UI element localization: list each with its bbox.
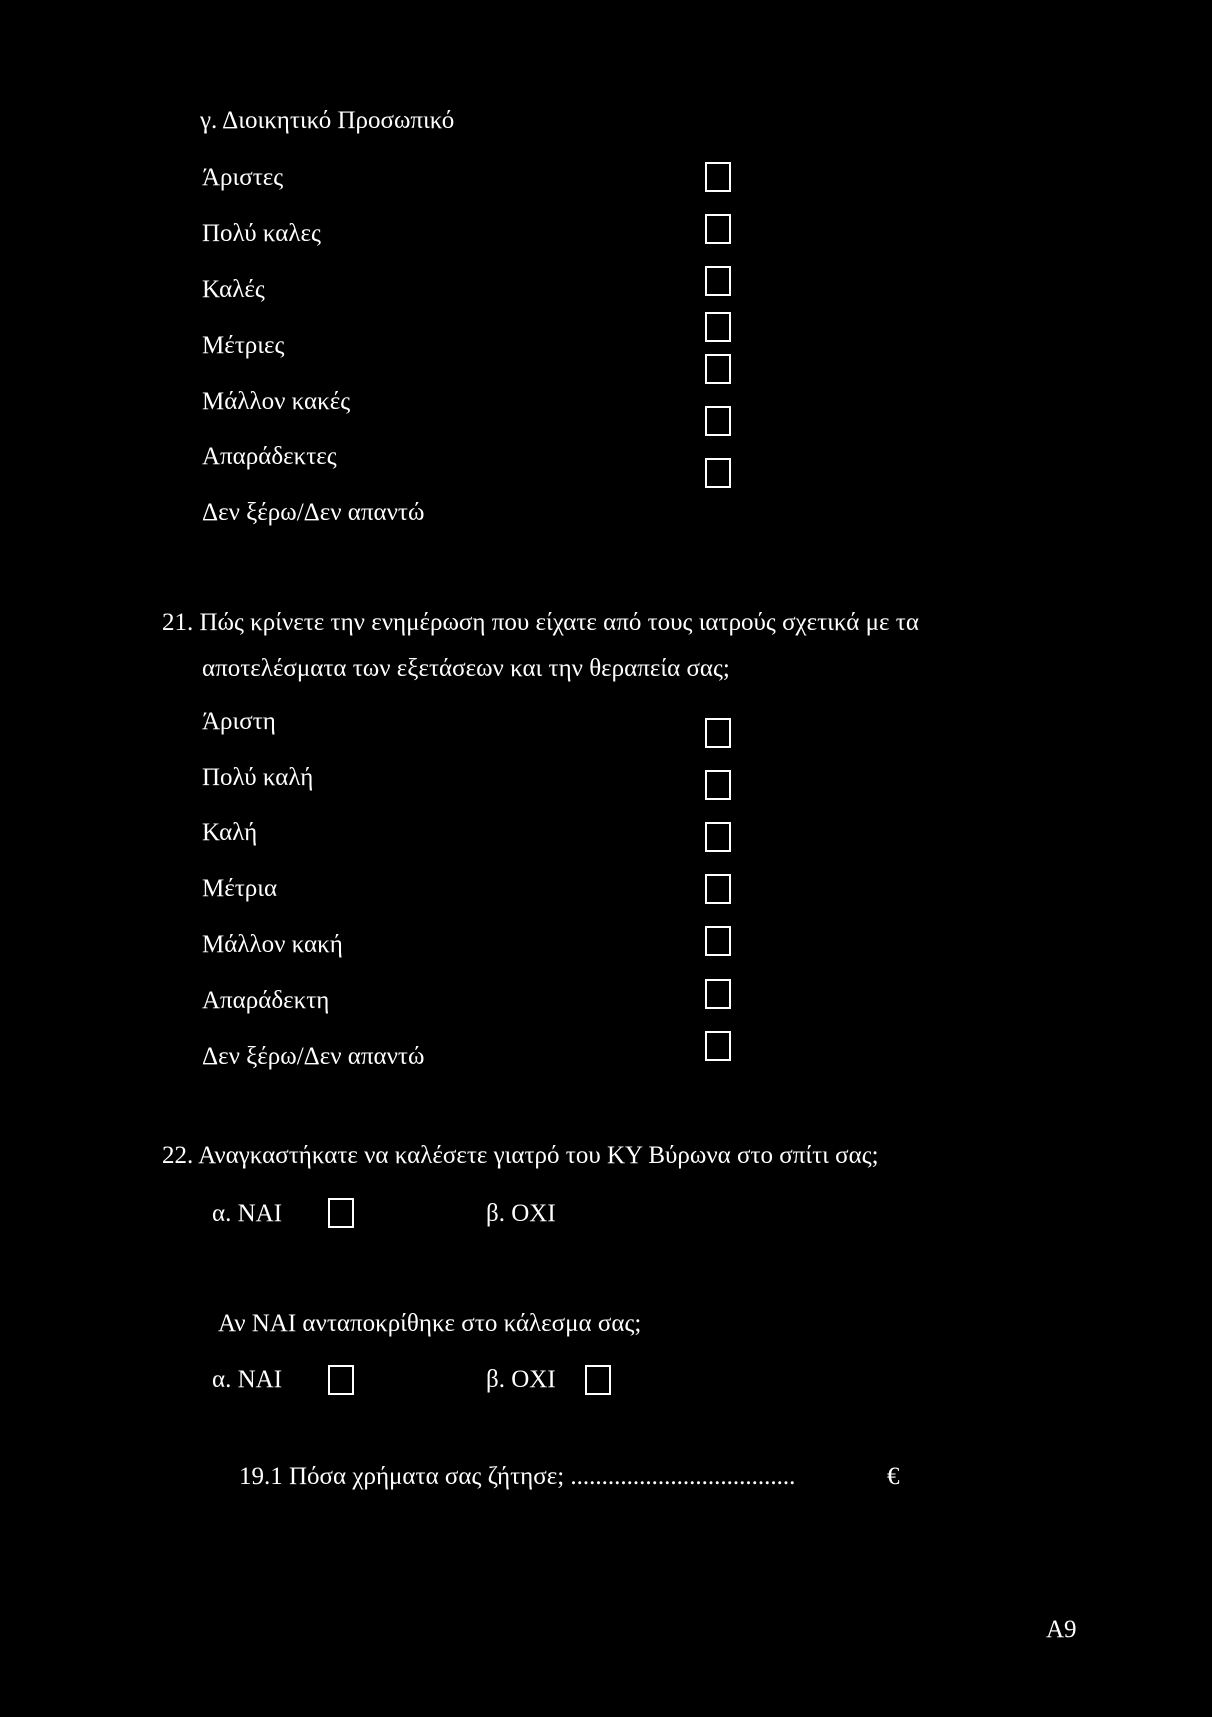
section-g-option-5: Μάλλον κακές xyxy=(202,388,351,415)
q22-yes-checkbox[interactable] xyxy=(328,1198,354,1228)
q21-checkbox-4[interactable] xyxy=(705,874,731,904)
q22-followup-no-label: β. ΟΧΙ xyxy=(486,1366,556,1393)
q21-question-line2: αποτελέσματα των εξετάσεων και την θεραπεία σας; xyxy=(202,655,730,682)
q19-1-question: 19.1 Πόσα χρήματα σας ζήτησε; .................................... xyxy=(239,1463,796,1490)
section-g-option-7: Δεν ξέρω/Δεν απαντώ xyxy=(202,499,425,526)
q21-checkbox-7[interactable] xyxy=(705,1031,731,1061)
section-g-option-1: Άριστες xyxy=(202,164,284,191)
q22-followup-question: Αν ΝΑΙ ανταποκρίθηκε στο κάλεσμα σας; xyxy=(218,1310,642,1337)
section-g-checkbox-4[interactable] xyxy=(705,312,731,342)
q22-followup-no-checkbox[interactable] xyxy=(585,1365,611,1395)
q22-followup-yes-checkbox[interactable] xyxy=(328,1365,354,1395)
q21-checkbox-2[interactable] xyxy=(705,770,731,800)
section-g-checkbox-1[interactable] xyxy=(705,162,731,192)
q21-checkbox-6[interactable] xyxy=(705,979,731,1009)
q21-option-3: Καλή xyxy=(202,819,258,846)
q21-option-7: Δεν ξέρω/Δεν απαντώ xyxy=(202,1043,425,1070)
currency-symbol: € xyxy=(887,1463,900,1490)
section-g-checkbox-5[interactable] xyxy=(705,354,731,384)
q21-checkbox-3[interactable] xyxy=(705,822,731,852)
section-g-option-6: Απαράδεκτες xyxy=(202,443,337,470)
amount-input[interactable] xyxy=(577,1462,877,1492)
section-g-checkbox-2[interactable] xyxy=(705,214,731,244)
page-number: Α9 xyxy=(1046,1616,1077,1643)
q21-question-line1: 21. Πώς κρίνετε την ενημέρωση που είχατε από τους ιατρούς σχετικά με τα xyxy=(162,609,919,636)
q21-checkbox-5[interactable] xyxy=(705,926,731,956)
q21-option-6: Απαράδεκτη xyxy=(202,987,330,1014)
q22-followup-yes-label: α. ΝΑΙ xyxy=(212,1366,283,1393)
section-g-option-4: Μέτριες xyxy=(202,332,285,359)
section-g-option-3: Καλές xyxy=(202,276,265,303)
section-g-checkbox-6[interactable] xyxy=(705,406,731,436)
section-g-checkbox-3[interactable] xyxy=(705,266,731,296)
q21-option-5: Μάλλον κακή xyxy=(202,931,343,958)
q21-option-1: Άριστη xyxy=(202,708,276,735)
q22-yes-label: α. ΝΑΙ xyxy=(212,1200,283,1227)
q22-no-label: β. ΟΧΙ xyxy=(486,1200,556,1227)
q21-option-2: Πολύ καλή xyxy=(202,764,314,791)
section-g-option-2: Πολύ καλες xyxy=(202,220,321,247)
q21-option-4: Μέτρια xyxy=(202,875,278,902)
q21-checkbox-1[interactable] xyxy=(705,718,731,748)
section-g-title: γ. Διοικητικό Προσωπικό xyxy=(200,107,455,134)
q22-question: 22. Αναγκαστήκατε να καλέσετε γιατρό του ΚΥ Βύρωνα στο σπίτι σας; xyxy=(162,1142,879,1169)
section-g-checkbox-7[interactable] xyxy=(705,458,731,488)
